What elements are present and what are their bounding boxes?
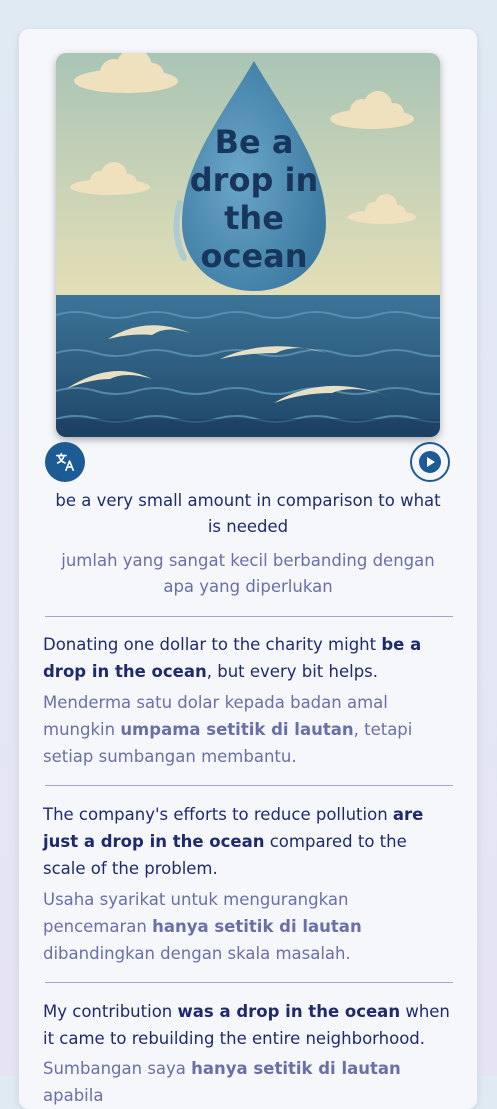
definition-english: be a very small amount in comparison to what is needed <box>55 491 441 536</box>
divider <box>45 982 453 983</box>
example-2-malay: Usaha syarikat untuk mengurangkan pencemaran hanya setitik di lautan dibandingkan dengan skala masalah. <box>43 890 362 963</box>
divider <box>45 785 453 786</box>
definition-malay: jumlah yang sangat kecil berbanding dengan apa yang diperlukan <box>61 551 435 596</box>
image-text-line4: ocean <box>200 237 308 275</box>
translate-button[interactable] <box>45 442 85 482</box>
image-text-line3: the <box>224 199 284 237</box>
play-audio-button[interactable] <box>410 442 450 482</box>
example-3-malay: Sumbangan saya hanya setitik di lautan apabila <box>43 1059 401 1105</box>
example-1-malay: Menderma satu dolar kepada badan amal mungkin umpama setitik di lautan, tetapi setiap sumbangan membantu. <box>43 693 413 766</box>
sea <box>56 295 440 437</box>
image-text-line1: Be a <box>214 123 294 161</box>
phrase-card <box>19 29 477 1109</box>
example-2-english: The company's efforts to reduce pollution are just a drop in the ocean compared to the scale of the problem. <box>43 805 424 878</box>
translate-icon <box>54 451 76 473</box>
illustration <box>56 53 440 437</box>
example-3-english: My contribution was a drop in the ocean when it came to rebuilding the entire neighborhood. <box>43 1002 450 1048</box>
play-icon <box>417 449 443 475</box>
divider <box>45 616 453 617</box>
image-text-line2: drop in <box>189 161 319 199</box>
example-1-english: Donating one dollar to the charity might be a drop in the ocean, but every bit helps. <box>43 635 422 681</box>
